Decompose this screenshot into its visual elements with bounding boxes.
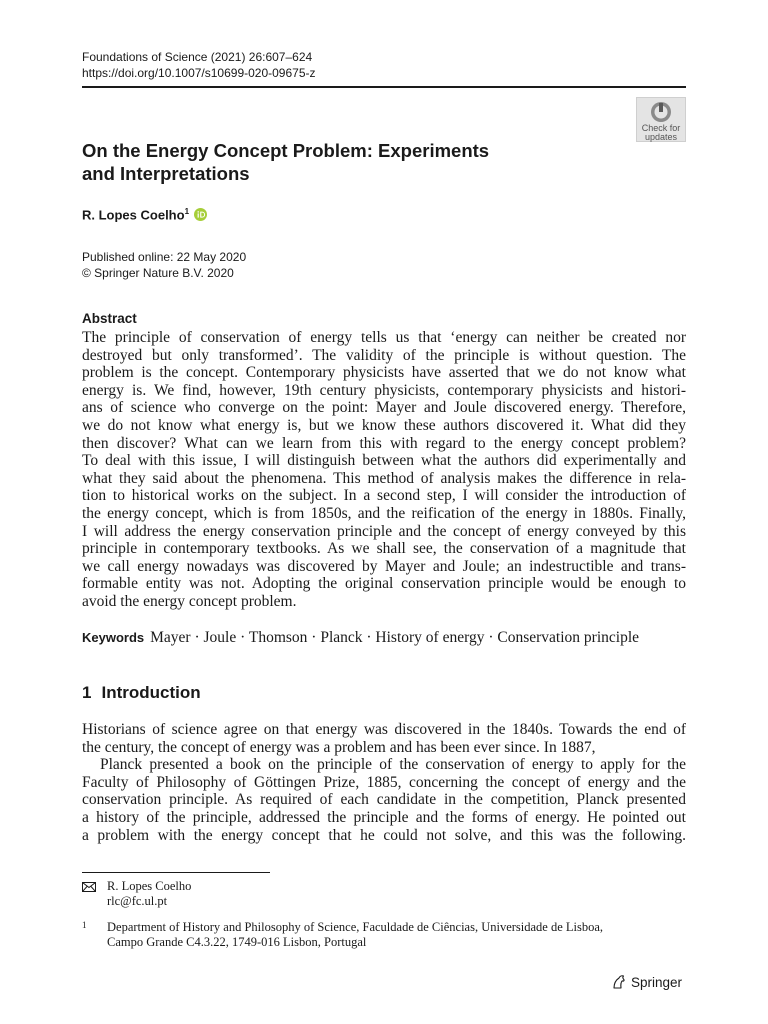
check-updates-icon (650, 101, 672, 123)
journal-header (82, 49, 316, 81)
abstract-line: avoid the energy concept problem. (82, 592, 297, 610)
copyright-line: © Springer Nature B.V. 2020 (82, 266, 234, 280)
contact-email[interactable]: rlc@fc.ul.pt (107, 894, 168, 908)
publisher-name: Springer (631, 975, 683, 990)
abstract-line: principle in contemporary textbooks. As we shall see, the conservation of a magnitude that (82, 540, 686, 558)
abstract-line: the energy concept, which is from 1850s, and the reification of the energy in 1880s. Finally, (82, 504, 686, 522)
badge-line-2: updates (644, 132, 678, 142)
orcid-icon[interactable] (194, 208, 207, 221)
publisher-logo (611, 974, 682, 990)
section-number: 1 (82, 683, 92, 702)
affiliation-line-1: Department of History and Philosophy of Science, Faculdade de Ciências, Universidade de Lisboa, (107, 920, 604, 934)
abstract-text (82, 329, 686, 611)
keywords (82, 629, 639, 647)
abstract-line: ans of science who converge on the point: Mayer and Joule discovered energy. Therefore, (82, 399, 686, 417)
abstract-line: tion to historical works on the subject. In a second step, I will consider the introduction of (82, 487, 686, 505)
intro-line: conservation principle. As required of each candidate in the competition, Planck presented (82, 791, 686, 809)
footnote-rule (82, 872, 270, 873)
journal-citation: Foundations of Science (2021) 26:607–624 (82, 50, 313, 64)
publication-info (82, 249, 246, 281)
affiliation-footnote-mark: 1 (82, 920, 87, 930)
introduction-text (82, 721, 686, 844)
affiliation-footnote (82, 920, 603, 950)
intro-line: Faculty of Philosophy of Göttingen Prize, 1885, concerning the concept of energy and the (82, 773, 686, 791)
keywords-label: Keywords (82, 630, 145, 645)
keywords-list: Mayer · Joule · Thomson · Planck · History of energy · Conservation principle (150, 629, 640, 646)
intro-line: Historians of science agree on that energy was discovered in the 1840s. Towards the end of (82, 721, 686, 738)
corresponding-author (82, 879, 191, 909)
springer-horse-icon (611, 974, 627, 990)
affiliation-mark: 1 (184, 207, 190, 216)
contact-name: R. Lopes Coelho (107, 879, 192, 893)
author-line (82, 207, 207, 222)
abstract-line: energy is. We find, however, 19th century physicists, contemporary physicists and histori- (82, 381, 686, 399)
author-name[interactable]: R. Lopes Coelho (82, 207, 185, 223)
abstract-line: I will address the energy conservation principle and the concept of energy conveyed by this (82, 522, 686, 540)
abstract-line: The principle of conservation of energy tells us that ‘energy can neither be created nor (82, 329, 686, 346)
intro-line: a history of the principle, addressed the principle and the forms of energy. He pointed out (82, 808, 686, 826)
header-rule (82, 86, 686, 88)
abstract-line: we call energy nowadays was discovered by Mayer and Joule; an indestructible and trans- (82, 557, 686, 575)
intro-line: a problem with the energy concept that he could not solve, and this was the following. (82, 826, 686, 844)
intro-line: Planck presented a book on the principle of the conservation of energy to apply for the (100, 756, 686, 774)
affiliation-line-2: Campo Grande C4.3.22, 1749-016 Lisbon, Portugal (107, 935, 367, 949)
intro-line: the century, the concept of energy was a problem and has been ever since. In 1887, (82, 738, 596, 756)
badge-line-1: Check for (641, 123, 681, 133)
published-date: Published online: 22 May 2020 (82, 250, 247, 264)
abstract-line: destroyed but only transformed’. The validity of the principle is without question. The (82, 346, 686, 364)
abstract-line: then discover? What can we learn from this with regard to the energy concept problem? (82, 434, 686, 452)
doi-link[interactable]: https://doi.org/10.1007/s10699-020-09675-z (82, 66, 316, 80)
title-line-2: and Interpretations (82, 163, 250, 184)
abstract-heading: Abstract (82, 311, 137, 326)
abstract-line: To deal with this issue, I will distinguish between what the authors did experimentally and (82, 452, 686, 470)
abstract-line: we do not know what energy is, but we know these authors discovered it. What did they (82, 416, 686, 434)
section-heading (82, 683, 201, 703)
title-line-1: On the Energy Concept Problem: Experiments (82, 140, 490, 161)
abstract-line: what they said about the phenomena. This method of analysis makes the difference in rela- (82, 469, 686, 487)
article-title (82, 139, 602, 185)
check-for-updates-badge[interactable] (636, 97, 686, 142)
abstract-line: formable entity was not. Adopting the original conservation principle would be enough to (82, 575, 686, 593)
abstract-line: problem is the concept. Contemporary physicists have asserted that we do not know what (82, 364, 686, 382)
section-title: Introduction (101, 683, 201, 702)
envelope-icon (82, 882, 96, 892)
